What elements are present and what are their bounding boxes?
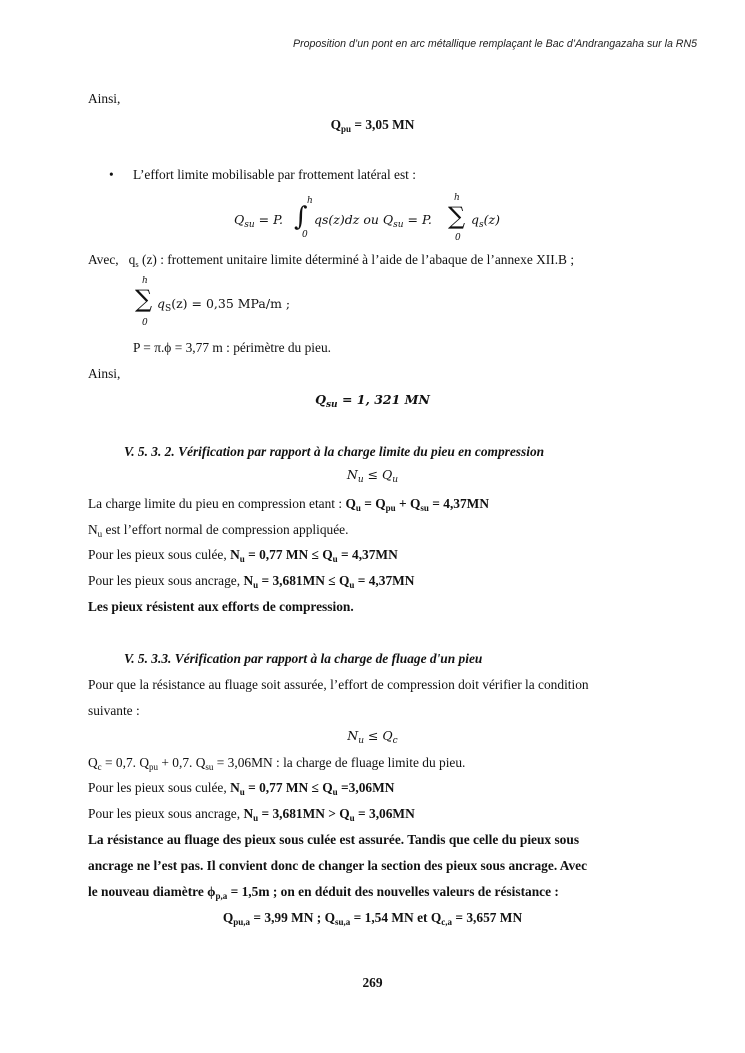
culee-compression-line: Pour les pieux sous culée, $N_u = 0,77$ MN ≤ $Q_u = 4,37MN$ bbox=[88, 547, 398, 564]
integral-sign: ∫ bbox=[294, 202, 308, 232]
ancrage-fluage-line: Pour les pieux sous ancrage, $N_u = 3,681MN > Q_u = 3,06MN$ bbox=[88, 806, 415, 823]
sum-sign: ∑ bbox=[448, 202, 466, 230]
ainsi-label-1: Ainsi, bbox=[88, 91, 121, 106]
sum-lower-2: 0 bbox=[142, 318, 148, 328]
culee-fluage-line: Pour les pieux sous culée, $N_u = 0,77$ MN ≤ $Q_u =3,06MN$ bbox=[88, 780, 395, 797]
fluage-paragraph-line-1: Pour que la résistance au fluage soit assurée, l’effort de compression doit vérifier la condition bbox=[88, 677, 589, 692]
fluage-conclusion-line-1: La résistance au fluage des pieux sous culée est assurée. Tandis que celle du pieux sous bbox=[88, 832, 580, 847]
qc-definition-line: $Q_c = 0,7$. $Q_{pu} + 0,7$. $Q_{su} = 3,06MN$ : la charge de fluage limite du pieu. bbox=[88, 755, 466, 772]
compression-limit-line: La charge limite du pieu en compression etant : $Q_u = Q_{pu} + Q_{su} = 4,37MN$ bbox=[88, 496, 489, 513]
avec-line: Avec, $q_s$ (z) : frottement unitaire limite déterminé à l’aide de l’abaque de l’annexe XII.B ; bbox=[88, 252, 575, 269]
nu-definition-line: $N_u$ est l’effort normal de compression appliquée. bbox=[88, 522, 349, 539]
fluage-paragraph-line-2: suivante : bbox=[88, 703, 140, 718]
formula-integrand: qs(z)dz ou $Q_{su} = P$. bbox=[314, 212, 432, 230]
condition-fluage: $N_u \le Q_c$ bbox=[347, 728, 398, 746]
integral-lower: 0 bbox=[302, 230, 308, 240]
sum-upper: h bbox=[454, 193, 460, 203]
perimeter-line: P = π.ϕ = 3,77 m : périmètre du pieu. bbox=[133, 340, 332, 355]
fluage-conclusion-line-2: ancrage ne l’est pas. Il convient donc de changer la section des pieux sous ancrage. Avec bbox=[88, 858, 588, 873]
sum-value: $q_S(z) = 0,35$ MPa/m ; bbox=[157, 296, 291, 314]
sum-upper-2: h bbox=[142, 276, 148, 286]
bullet-mark: • bbox=[109, 167, 114, 182]
integral-upper: h bbox=[307, 196, 313, 206]
running-header: Proposition d’un pont en arc métallique remplaçant le Bac d’Andrangazaha sur la RN5 bbox=[293, 38, 697, 50]
sum-value-line bbox=[133, 276, 333, 336]
qsu-result: $Q_{su} = 1$, 321 MN bbox=[315, 392, 430, 410]
section-title-fluage: V. 5. 3.3. Vérification par rapport à la charge de fluage d'un pieu bbox=[124, 651, 483, 666]
bullet-text: L’effort limite mobilisable par frottement latéral est : bbox=[133, 167, 416, 182]
formula-lhs: $Q_{su} = P$. bbox=[234, 212, 283, 230]
compression-conclusion: Les pieux résistent aux efforts de compression. bbox=[88, 599, 354, 614]
new-resistance-values: $Q_{pu,a} = 3,99$ MN ; $Q_{su,a} = 1,54$ MN et $Q_{c,a} = 3,657$ MN bbox=[222, 910, 523, 927]
page-number: 269 bbox=[362, 975, 383, 990]
section-title-compression: V. 5. 3. 2. Vérification par rapport à la charge limite du pieu en compression bbox=[124, 444, 545, 459]
qpu-result: $Q_{pu} = 3,05$ MN bbox=[330, 117, 415, 134]
ainsi-label-2: Ainsi, bbox=[88, 366, 121, 381]
ancrage-compression-line: Pour les pieux sous ancrage, $N_u = 3,681MN \le Q_u = 4,37MN$ bbox=[88, 573, 415, 590]
sum-sign-2: ∑ bbox=[135, 285, 153, 313]
formula-qsu bbox=[234, 193, 534, 246]
condition-compression: $N_u \le Q_u$ bbox=[346, 467, 399, 485]
formula-summand: $q_s(z)$ bbox=[471, 212, 500, 230]
fluage-conclusion-line-3: le nouveau diamètre $\phi_{p,a} = 1,5m$ ; on en déduit des nouvelles valeurs de résistance : bbox=[88, 884, 559, 901]
sum-lower: 0 bbox=[455, 233, 461, 243]
